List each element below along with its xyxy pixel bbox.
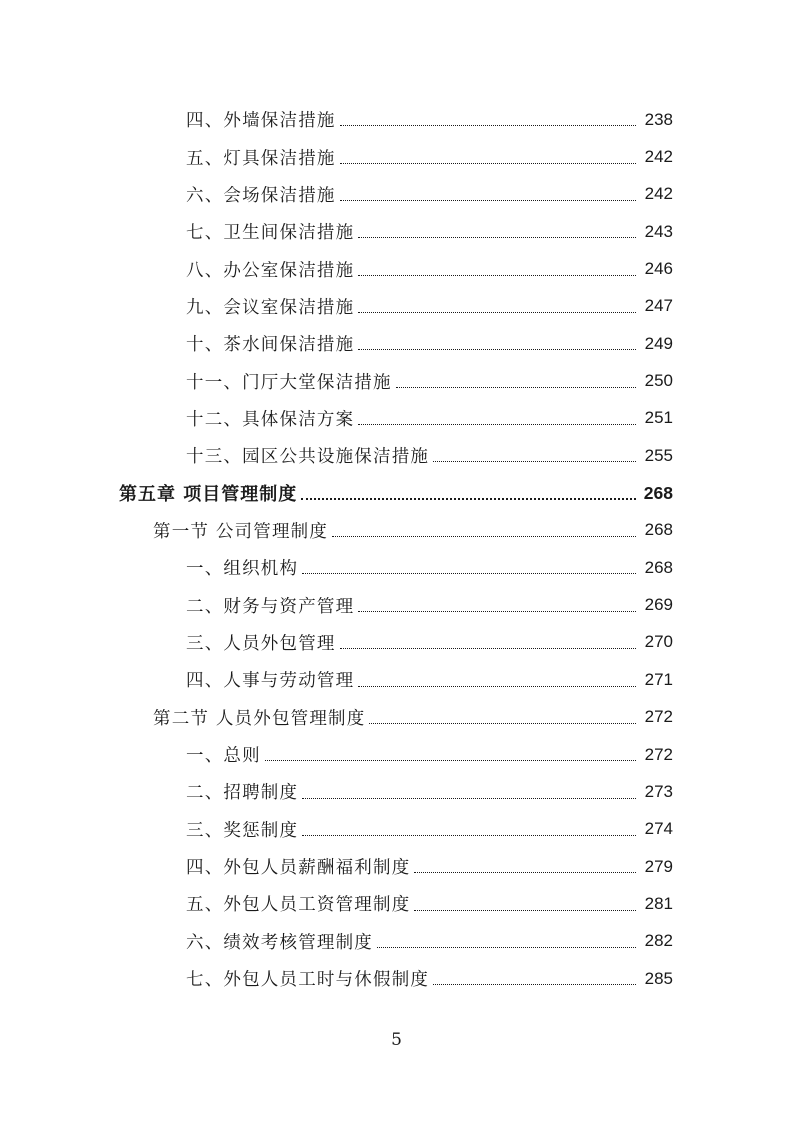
toc-entry-page-number: 268 (644, 557, 673, 577)
toc-item-entry[interactable] (0, 586, 673, 623)
toc-dot-leader (302, 834, 636, 836)
toc-entry-page-number: 270 (644, 632, 673, 652)
toc-entry-page-number: 242 (644, 147, 673, 167)
toc-entry-title: 二、财务与资产管理 (186, 596, 355, 617)
toc-item-entry[interactable] (0, 213, 673, 250)
toc-entry-page-number: 281 (644, 893, 673, 913)
toc-entry-page-number: 272 (644, 744, 673, 764)
toc-entry-page-number: 282 (644, 931, 673, 951)
toc-entry-page-number: 238 (644, 109, 673, 129)
toc-dot-leader (358, 423, 636, 425)
toc-dot-leader (340, 199, 636, 201)
toc-entry-title: 七、卫生间保洁措施 (186, 223, 355, 244)
toc-dot-leader (369, 722, 636, 724)
toc-item-entry[interactable] (0, 773, 673, 810)
page-number: 5 (391, 1030, 402, 1050)
toc-item-entry[interactable] (0, 101, 673, 138)
toc-entry-page-number: 269 (644, 595, 673, 615)
toc-dot-leader (340, 124, 636, 126)
toc-entry-title: 七、外包人员工时与休假制度 (186, 970, 430, 991)
toc-item-entry[interactable] (0, 250, 673, 287)
toc-item-entry[interactable] (0, 549, 673, 586)
toc-entry-title: 四、人事与劳动管理 (186, 671, 355, 692)
toc-entry-title: 一、组织机构 (186, 559, 299, 580)
toc-item-entry[interactable] (0, 362, 673, 399)
toc-entry-title: 十二、具体保洁方案 (186, 409, 355, 430)
toc-entry-title: 四、外包人员薪酬福利制度 (186, 858, 411, 879)
toc-entry-page-number: 247 (644, 296, 673, 316)
toc-section-entry[interactable] (0, 699, 673, 736)
toc-item-entry[interactable] (0, 138, 673, 175)
toc-dot-leader (414, 909, 636, 911)
toc-item-entry[interactable] (0, 288, 673, 325)
toc-entry-title: 十、茶水间保洁措施 (186, 335, 355, 356)
toc-entry-title: 六、绩效考核管理制度 (186, 932, 373, 953)
toc-entry-page-number: 273 (644, 781, 673, 801)
toc-entry-title: 八、办公室保洁措施 (186, 260, 355, 281)
toc-entry-page-number: 272 (644, 707, 673, 727)
toc-dot-leader (433, 983, 636, 985)
toc-section-entry[interactable] (0, 512, 673, 549)
toc-dot-leader (340, 162, 636, 164)
toc-entry-page-number: 242 (644, 184, 673, 204)
toc-chapter-entry[interactable] (0, 474, 673, 511)
toc-dot-leader (433, 460, 636, 462)
toc-entry-page-number: 243 (644, 221, 673, 241)
toc-dot-leader (340, 647, 636, 649)
toc-entry-page-number: 249 (644, 333, 673, 353)
toc-item-entry[interactable] (0, 176, 673, 213)
toc-dot-leader (358, 274, 636, 276)
toc-entry-title: 三、人员外包管理 (186, 633, 336, 654)
toc-item-entry[interactable] (0, 923, 673, 960)
toc-item-entry[interactable] (0, 811, 673, 848)
toc-entry-title: 一、总则 (186, 746, 261, 767)
toc-entry-title: 九、会议室保洁措施 (186, 297, 355, 318)
toc-entry-page-number: 246 (644, 259, 673, 279)
toc-dot-leader (332, 535, 636, 537)
toc-entry-title: 十三、园区公共设施保洁措施 (186, 447, 430, 468)
toc-dot-leader (265, 759, 636, 761)
toc-item-entry[interactable] (0, 960, 673, 997)
toc-dot-leader (358, 610, 636, 612)
toc-dot-leader (302, 797, 636, 799)
toc-item-entry[interactable] (0, 885, 673, 922)
toc-dot-leader (301, 497, 636, 500)
toc-entry-title: 三、奖惩制度 (186, 820, 299, 841)
toc-dot-leader (396, 386, 636, 388)
toc-item-entry[interactable] (0, 736, 673, 773)
toc-dot-leader (358, 348, 636, 350)
toc-entry-title: 十一、门厅大堂保洁措施 (186, 372, 392, 393)
toc-entry-page-number: 271 (644, 669, 673, 689)
toc-dot-leader (414, 871, 636, 873)
toc-item-entry[interactable] (0, 437, 673, 474)
toc-dot-leader (358, 685, 636, 687)
toc-entry-title: 第一节 公司管理制度 (153, 521, 329, 542)
toc-entry-page-number: 250 (644, 371, 673, 391)
table-of-contents (0, 101, 793, 997)
toc-entry-title: 第二节 人员外包管理制度 (153, 708, 366, 729)
toc-item-entry[interactable] (0, 661, 673, 698)
toc-entry-page-number: 268 (643, 482, 673, 503)
toc-entry-page-number: 279 (644, 856, 673, 876)
toc-entry-page-number: 255 (644, 445, 673, 465)
toc-entry-title: 二、招聘制度 (186, 783, 299, 804)
toc-entry-title: 四、外墙保洁措施 (186, 111, 336, 132)
toc-item-entry[interactable] (0, 624, 673, 661)
toc-entry-page-number: 274 (644, 819, 673, 839)
toc-entry-page-number: 285 (644, 968, 673, 988)
toc-dot-leader (358, 311, 636, 313)
toc-entry-title: 五、灯具保洁措施 (186, 148, 336, 169)
toc-item-entry[interactable] (0, 400, 673, 437)
toc-item-entry[interactable] (0, 325, 673, 362)
toc-entry-page-number: 268 (644, 520, 673, 540)
toc-dot-leader (302, 572, 636, 574)
toc-dot-leader (358, 236, 636, 238)
toc-entry-page-number: 251 (644, 408, 673, 428)
toc-entry-title: 六、会场保洁措施 (186, 185, 336, 206)
toc-item-entry[interactable] (0, 848, 673, 885)
toc-dot-leader (377, 946, 636, 948)
toc-entry-title: 第五章 项目管理制度 (119, 484, 298, 506)
toc-entry-title: 五、外包人员工资管理制度 (186, 895, 411, 916)
